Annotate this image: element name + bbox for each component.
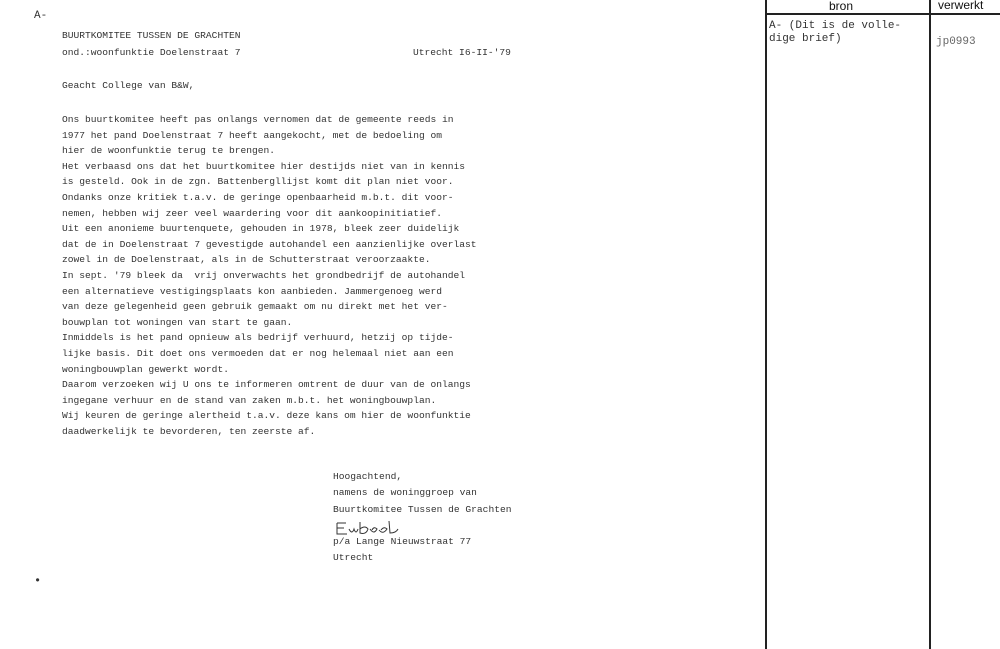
address-line: Utrecht	[333, 552, 374, 564]
salutation: Geacht College van B&W,	[62, 80, 195, 91]
body-line: een alternatieve vestigingsplaats kon aanbieden. Jammergenoeg werd	[62, 285, 442, 297]
body-line: woningbouwplan gewerkt wordt.	[62, 363, 229, 375]
column-header-bron: bron	[829, 0, 854, 13]
body-line: Ons buurtkomitee heeft pas onlangs vernomen dat de gemeente reeds in	[62, 114, 454, 125]
body-line: hier de woonfunktie terug te brengen.	[62, 145, 276, 157]
closing-block	[333, 469, 511, 518]
body-line: Ondanks onze kritiek t.a.v. de geringe openbaarheid m.b.t. dit voor-	[62, 191, 454, 203]
body-line: nemen, hebben wij zeer veel waardering voor dit aankoopinitiatief.	[62, 207, 442, 219]
address-block	[333, 534, 471, 567]
bron-line: dige brief)	[769, 33, 842, 45]
margin-mark: A-	[34, 10, 48, 22]
column-divider-left	[765, 0, 767, 649]
header-rule	[765, 13, 1000, 15]
place-date: Utrecht I6-II-'79	[413, 47, 511, 58]
closing-line: Hoogachtend,	[333, 471, 403, 482]
body-line: ingegane verhuur en de stand van zaken m.b.t. het woningbouwplan.	[62, 394, 437, 406]
address-line: p/a Lange Nieuwstraat 77	[333, 536, 472, 547]
body-line: In sept. '79 bleek da vrij onverwachts het grondbedrijf de autohandel	[62, 269, 466, 281]
body-line: Uit een anonieme buurtenquete, gehouden in 1978, bleek zeer duidelijk	[62, 223, 460, 235]
sender-heading: BUURTKOMITEE TUSSEN DE GRACHTEN	[62, 30, 241, 41]
letter-body	[62, 112, 477, 439]
closing-line: namens de woninggroep van	[333, 487, 477, 499]
body-line: dat de in Doelenstraat 7 gevestigde autohandel een aanzienlijke overlast	[62, 238, 477, 250]
body-line: Wij keuren de geringe alertheid t.a.v. deze kans om hier de woonfunktie	[62, 410, 471, 422]
dot-mark: •	[34, 574, 42, 588]
bron-line: A- (Dit is de volle-	[769, 20, 902, 32]
body-line: is gesteld. Ook in de zgn. Battenbergllijst komt dit plan niet voor.	[62, 176, 454, 188]
column-header-verwerkt: verwerkt	[938, 0, 984, 12]
subject-line: ond.:woonfunktie Doelenstraat 7	[62, 47, 241, 58]
bron-note	[769, 20, 901, 46]
body-line: Daarom verzoeken wij U ons te informeren omtrent de duur van de onlangs	[62, 379, 471, 391]
body-line: lijke basis. Dit doet ons vermoeden dat er nog helemaal niet aan een	[62, 347, 454, 359]
body-line: Inmiddels is het pand opnieuw als bedrijf verhuurd, hetzij op tijde-	[62, 332, 454, 344]
body-line: zowel in de Doelenstraat, als in de Schutterstraat veroorzaakte.	[62, 254, 431, 266]
body-line: Het verbaasd ons dat het buurtkomitee hier destijds niet van in kennis	[62, 160, 466, 172]
body-line: van deze gelegenheid geen gebruik gemaakt om nu direkt met het ver-	[62, 301, 448, 313]
body-line: bouwplan tot woningen van start te gaan.	[62, 316, 293, 328]
closing-line: Buurtkomitee Tussen de Grachten	[333, 503, 512, 515]
body-line: daadwerkelijk te bevorderen, ten zeerste af.	[62, 425, 316, 437]
body-line: 1977 het pand Doelenstraat 7 heeft aangekocht, met de bedoeling om	[62, 129, 442, 141]
column-divider-middle	[929, 0, 931, 649]
verwerkt-code: jp0993	[936, 36, 976, 48]
